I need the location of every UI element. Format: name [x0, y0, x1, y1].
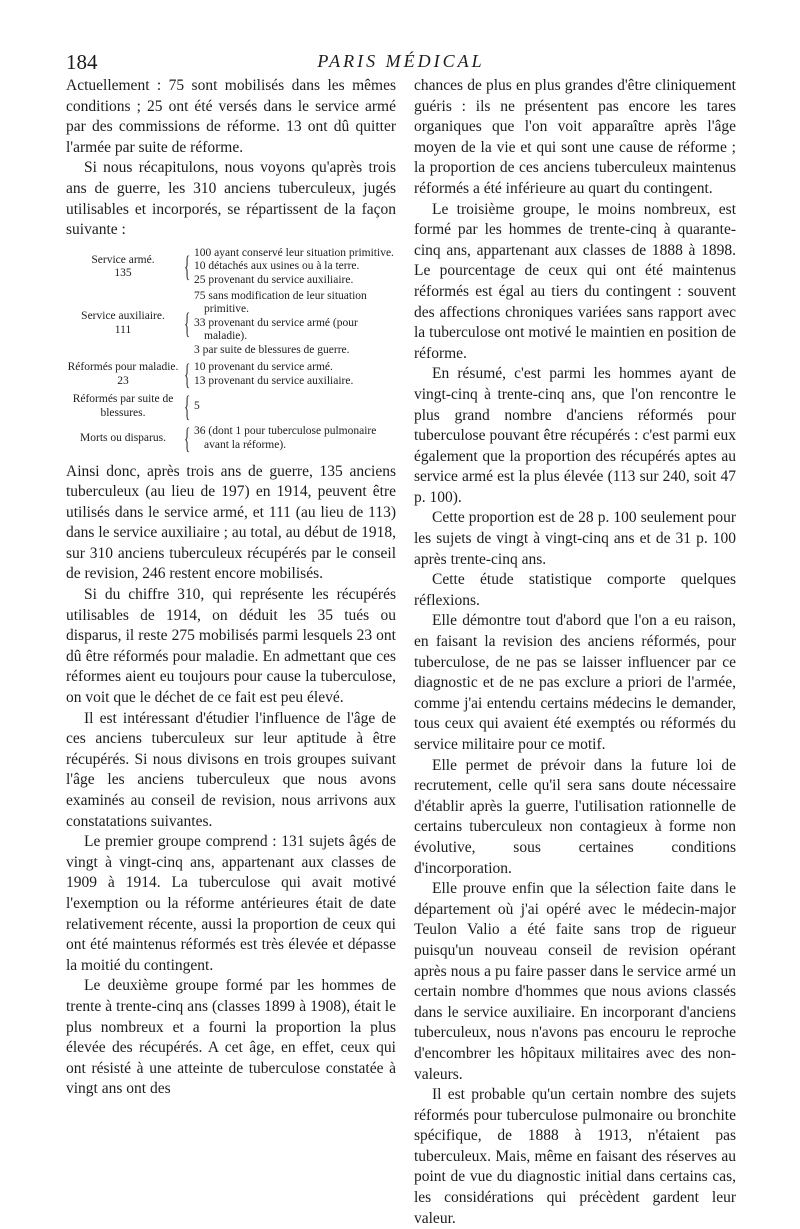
- group-item: 10 provenant du service armé.: [194, 360, 333, 373]
- group-item: 100 ayant conservé leur situation primitive.: [194, 246, 394, 259]
- page-number: 184: [66, 50, 98, 74]
- group-label: Réformés par suite de blessures.: [72, 392, 174, 419]
- group-item: 10 détachés aux usines ou à la terre.: [194, 260, 360, 273]
- brace-icon: {: [183, 250, 191, 284]
- group-item: 75 sans modification de leur situation primitive.: [194, 289, 367, 316]
- brace-icon: {: [183, 357, 191, 391]
- paragraph: Il est probable qu'un certain nombre des sujets réformés pour tuberculose pulmonaire ou bronchite spécifique, de 1888 à 1913, n'étaient pas tuberculeux. Mais, même en faisant des réserves au point de vue du diagnostic initial dans certains cas, les considérations qui précèdent gardent leur valeur.: [414, 1086, 736, 1227]
- brace-icon: {: [183, 389, 191, 423]
- paragraph: Elle prouve enfin que la sélection faite dans le département où j'ai opéré avec le médecin-major Teulon Valio a été faite sans trop de rigueur puisqu'un nouveau conseil de revision opérant après nous a pu faire passer dans le service armé un certain nombre d'hommes que nous avions classés dans le service auxiliaire. En incorporant d'anciens tuberculeux, nous n'avons pas encouru le reproche d'encombrer les hôpitaux militaires avec des non-valeurs.: [414, 880, 736, 1083]
- paragraph: Cette proportion est de 28 p. 100 seulement pour les sujets de vingt à vingt-cinq ans et de 31 p. 100 après trente-cinq ans.: [414, 509, 736, 568]
- table-group: [66, 290, 396, 358]
- group-label: Service auxiliaire. 111: [66, 310, 180, 337]
- group-items: [194, 290, 396, 358]
- paragraph: Ainsi donc, après trois ans de guerre, 135 anciens tuberculeux (au lieu de 197) en 1914, peuvent être utilisés dans le service armé, et 111 (au lieu de 113) dans le service auxiliaire ; au total, au début de 1918, sur 310 anciens tuberculeux récupérés par le conseil de revision, 246 restent encore mobilisés.: [66, 462, 396, 583]
- paragraph: Le deuxième groupe formé par les hommes de trente à trente-cinq ans (classes 1899 à 1908), était le plus nombreux et a fourni la proportion la plus élevée des récupérés. A cet âge, en effet, ceux qui ont résisté à une atteinte de tuberculose constatée à vingt ans ont des: [66, 977, 396, 1098]
- group-label: Réformés pour maladie. 23: [67, 360, 179, 387]
- table-group: [66, 247, 396, 288]
- group-items: [194, 425, 396, 452]
- right-column: [414, 76, 736, 1229]
- table-group: [66, 421, 396, 455]
- group-label: Service armé. 135: [66, 254, 180, 281]
- group-item: 33 provenant du service armé (pour maladie).: [194, 316, 358, 343]
- group-count: 111: [114, 323, 132, 336]
- left-column: [66, 76, 396, 1100]
- group-item: 3 par suite de blessures de guerre.: [194, 343, 350, 356]
- group-item: 13 provenant du service auxiliaire.: [194, 374, 354, 387]
- running-title: PARIS MÉDICAL: [317, 51, 485, 71]
- group-items: [194, 361, 396, 388]
- paragraph: chances de plus en plus grandes d'être cliniquement guéris : ils ne présentent pas encore les tares organiques que l'on voit apparaître après l'âge moyen de la vie et qui sont une cause de réforme ; la proportion de ces anciens tuberculeux maintenus réformés a été inférieure au quart du contingent.: [414, 77, 736, 197]
- paragraph: Il est intéressant d'étudier l'influence de l'âge de ces anciens tuberculeux sur leur aptitude à être récupérés. Si nous divisons en trois groupes suivant l'âge les anciens tuberculeux que nous avons examinés au conseil de revision, nous arrivons aux constatations suivantes.: [66, 709, 396, 830]
- group-item: 36 (dont 1 pour tuberculose pulmonaire avant la réforme).: [194, 424, 377, 451]
- paragraph: Le troisième groupe, le moins nombreux, est formé par les hommes de trente-cinq à quarante-cinq ans, appartenant aux classes de 1888 à 1898. Le pourcentage de ceux qui ont été maintenus réformés est égal au tiers du contingent : souvent des affections chroniques variées sans rapport avec la tuberculose ont motivé le maintien en position de réforme.: [414, 200, 736, 362]
- paragraph: En résumé, c'est parmi les hommes ayant de vingt-cinq à trente-cinq ans, que l'on rencontre le plus grand nombre d'anciens réformés pour tuberculose pouvant être récupérés : c'est parmi eux également que la proportion des récupérés aptes au service armé est la plus élevée (113 sur 240, soit 47 p. 100).: [414, 365, 736, 506]
- paragraph: Elle démontre tout d'abord que l'on a eu raison, en faisant la revision des anciens réformés, pour tuberculose, de ne pas se laisser influencer par ce diagnostic et de ne pas exclure a priori de l'armée, comme j'ai entendu certains médecins le demander, tous ceux qui avaient été exemptés ou réformés du service militaire pour ce motif.: [414, 612, 736, 753]
- group-count: 23: [117, 374, 129, 387]
- table-group: [66, 389, 396, 423]
- group-count: 135: [114, 267, 132, 280]
- distribution-table: [66, 247, 396, 454]
- group-items: [194, 247, 396, 288]
- brace-icon: {: [183, 306, 191, 340]
- brace-icon: {: [183, 421, 191, 455]
- group-items: [194, 400, 396, 414]
- paragraph: Si nous récapitulons, nous voyons qu'après trois ans de guerre, les 310 anciens tuberculeux, jugés utilisables et incorporés, se répartissent de la façon suivante :: [66, 159, 396, 239]
- paragraph: Cette étude statistique comporte quelques réflexions.: [414, 571, 736, 609]
- paragraph: Elle permet de prévoir dans la future loi de recrutement, celle qu'il sera sans doute nécessaire d'établir après la guerre, l'utilisation rationnelle de certains tuberculeux non contagieux à forme non évolutive, sous certaines conditions d'incorporation.: [414, 756, 736, 877]
- paragraph: Actuellement : 75 sont mobilisés dans les mêmes conditions ; 25 ont été versés dans le service armé par des commissions de réforme. 13 ont dû quitter l'armée par suite de réforme.: [66, 77, 396, 156]
- paragraph: Le premier groupe comprend : 131 sujets âgés de vingt à vingt-cinq ans, appartenant aux classes de 1909 à 1914. La tuberculose qui avait motivé l'exemption ou la réforme antérieures était de date relativement récente, aussi la proportion de ceux qui ont été maintenus réformés est très élevée et dépasse la moitié du contingent.: [66, 833, 396, 974]
- group-item: 5: [194, 399, 200, 412]
- paragraph: Si du chiffre 310, qui représente les récupérés utilisables de 1914, on déduit les 35 tués ou disparus, il reste 275 mobilisés parmi lesquels 23 ont dû être réformés pour maladie. En admettant que ces réformes aient eu toujours pour cause la tuberculose, on voit que le déchet de ce fait est peu élevé.: [66, 586, 396, 707]
- group-label: Morts ou disparus.: [80, 431, 166, 444]
- table-group: [66, 357, 396, 391]
- group-item: 25 provenant du service auxiliaire.: [194, 273, 354, 286]
- page-header: [66, 50, 736, 74]
